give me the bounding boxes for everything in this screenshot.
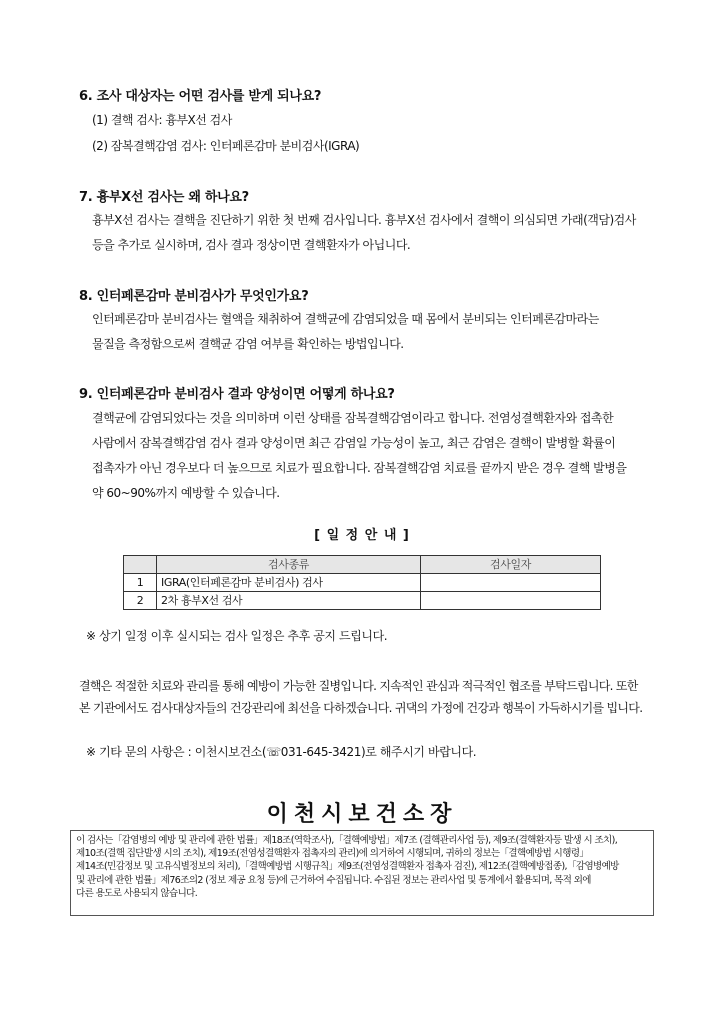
schedule-table (123, 555, 601, 610)
organization-name: 이천시보건소장 (266, 802, 458, 827)
section-6-line: (2) 잠복결핵감염 검사: 인터페론감마 분비검사(IGRA) (92, 139, 360, 153)
schedule-header-number (124, 556, 157, 574)
section-6-title: 6. 조사 대상자는 어떤 검사를 받게 되나요? (79, 89, 322, 104)
section-7-title: 7. 흉부X선 검사는 왜 하나요? (79, 190, 249, 205)
row-test-date (421, 592, 601, 610)
row-test-date (421, 574, 601, 592)
row-number: 1 (124, 574, 157, 592)
schedule-heading: [ 일 정 안 내 ] (314, 528, 410, 543)
legal-notice-line: 이 검사는「감염병의 예방 및 관리에 관한 법률」제18조(역학조사),「결핵예방법」제7조 (결핵관리사업 등), 제9조(결핵환자등 발생 시 조치), (76, 835, 618, 846)
legal-notice-line: 제14조(민감정보 및 고유식별정보의 처리),「결핵예방법 시행규칙」제9조(전염성결핵환자 접촉자 검진), 제12조(결핵예방접종),「감염병예방 (76, 861, 619, 873)
row-test-name: 2차 흉부X선 검사 (157, 592, 421, 610)
legal-notice-box (70, 830, 654, 916)
legal-notice-line: 다른 용도로 사용되지 않습니다. (76, 887, 198, 899)
section-6-line: (1) 결핵 검사: 흉부X선 검사 (92, 113, 232, 127)
closing-line: 결핵은 적절한 치료와 관리를 통해 예방이 가능한 질병입니다. 지속적인 관심과 적극적인 협조를 부탁드립니다. 또한 (79, 679, 638, 693)
section-7-line: 흉부X선 검사는 결핵을 진단하기 위한 첫 번째 검사입니다. 흉부X선 검사에서 결핵이 의심되면 가래(객담)검사 (92, 213, 636, 227)
row-number: 2 (124, 592, 157, 610)
schedule-note: ※ 상기 일정 이후 실시되는 검사 일정은 추후 공지 드립니다. (86, 629, 388, 643)
schedule-header-row (124, 556, 601, 574)
table-row (124, 592, 601, 610)
section-9-title: 9. 인터페론감마 분비검사 결과 양성이면 어떻게 하나요? (79, 387, 395, 402)
section-7-line: 등을 추가로 실시하며, 검사 결과 정상이면 결핵환자가 아닙니다. (92, 238, 411, 252)
legal-notice-line: 및 관리에 관한 법률」제76조의2 (정보 제공 요청 등)에 근거하여 수집됩니다. 수집된 정보는 관리사업 및 통계에서 활용되며, 목적 외에 (76, 874, 591, 886)
schedule-header-date: 검사일자 (421, 556, 601, 574)
section-9-line: 접촉자가 아닌 경우보다 더 높으므로 치료가 필요합니다. 잠복결핵감염 치료를 끝까지 받은 경우 결핵 발병을 (92, 461, 627, 475)
section-9-line: 결핵균에 감염되었다는 것을 의미하며 이런 상태를 잠복결핵감염이라고 합니다. 전염성결핵환자와 접촉한 (92, 411, 614, 425)
schedule-header-type: 검사종류 (157, 556, 421, 574)
section-9-line: 사람에서 잠복결핵감염 검사 결과 양성이면 최근 감염일 가능성이 높고, 최근 감염은 결핵이 발병할 확률이 (92, 436, 616, 450)
section-8-title: 8. 인터페론감마 분비검사가 무엇인가요? (79, 289, 309, 304)
row-test-name: IGRA(인터페론감마 분비검사) 검사 (157, 574, 421, 592)
closing-line: 본 기관에서도 검사대상자들의 건강관리에 최선을 다하겠습니다. 귀댁의 가정에 건강과 행복이 가득하시기를 빕니다. (79, 701, 643, 715)
section-8-line: 인터페론감마 분비검사는 혈액을 채취하여 결핵균에 감염되었을 때 몸에서 분비되는 인터페론감마라는 (92, 312, 599, 326)
contact-note: ※ 기타 문의 사항은 : 이천시보건소(☏031-645-3421)로 해주시기 바랍니다. (86, 745, 477, 759)
section-8-line: 물질을 측정함으로써 결핵균 감염 여부를 확인하는 방법입니다. (92, 337, 404, 351)
legal-notice-line: 제10조(결핵 집단발생 시의 조치), 제19조(전염성결핵환자 접촉자의 관리)에 의거하여 시행되며, 귀하의 정보는「결핵예방법 시행령」 (76, 848, 589, 860)
section-9-line: 약 60~90%까지 예방할 수 있습니다. (92, 486, 280, 500)
table-row (124, 574, 601, 592)
